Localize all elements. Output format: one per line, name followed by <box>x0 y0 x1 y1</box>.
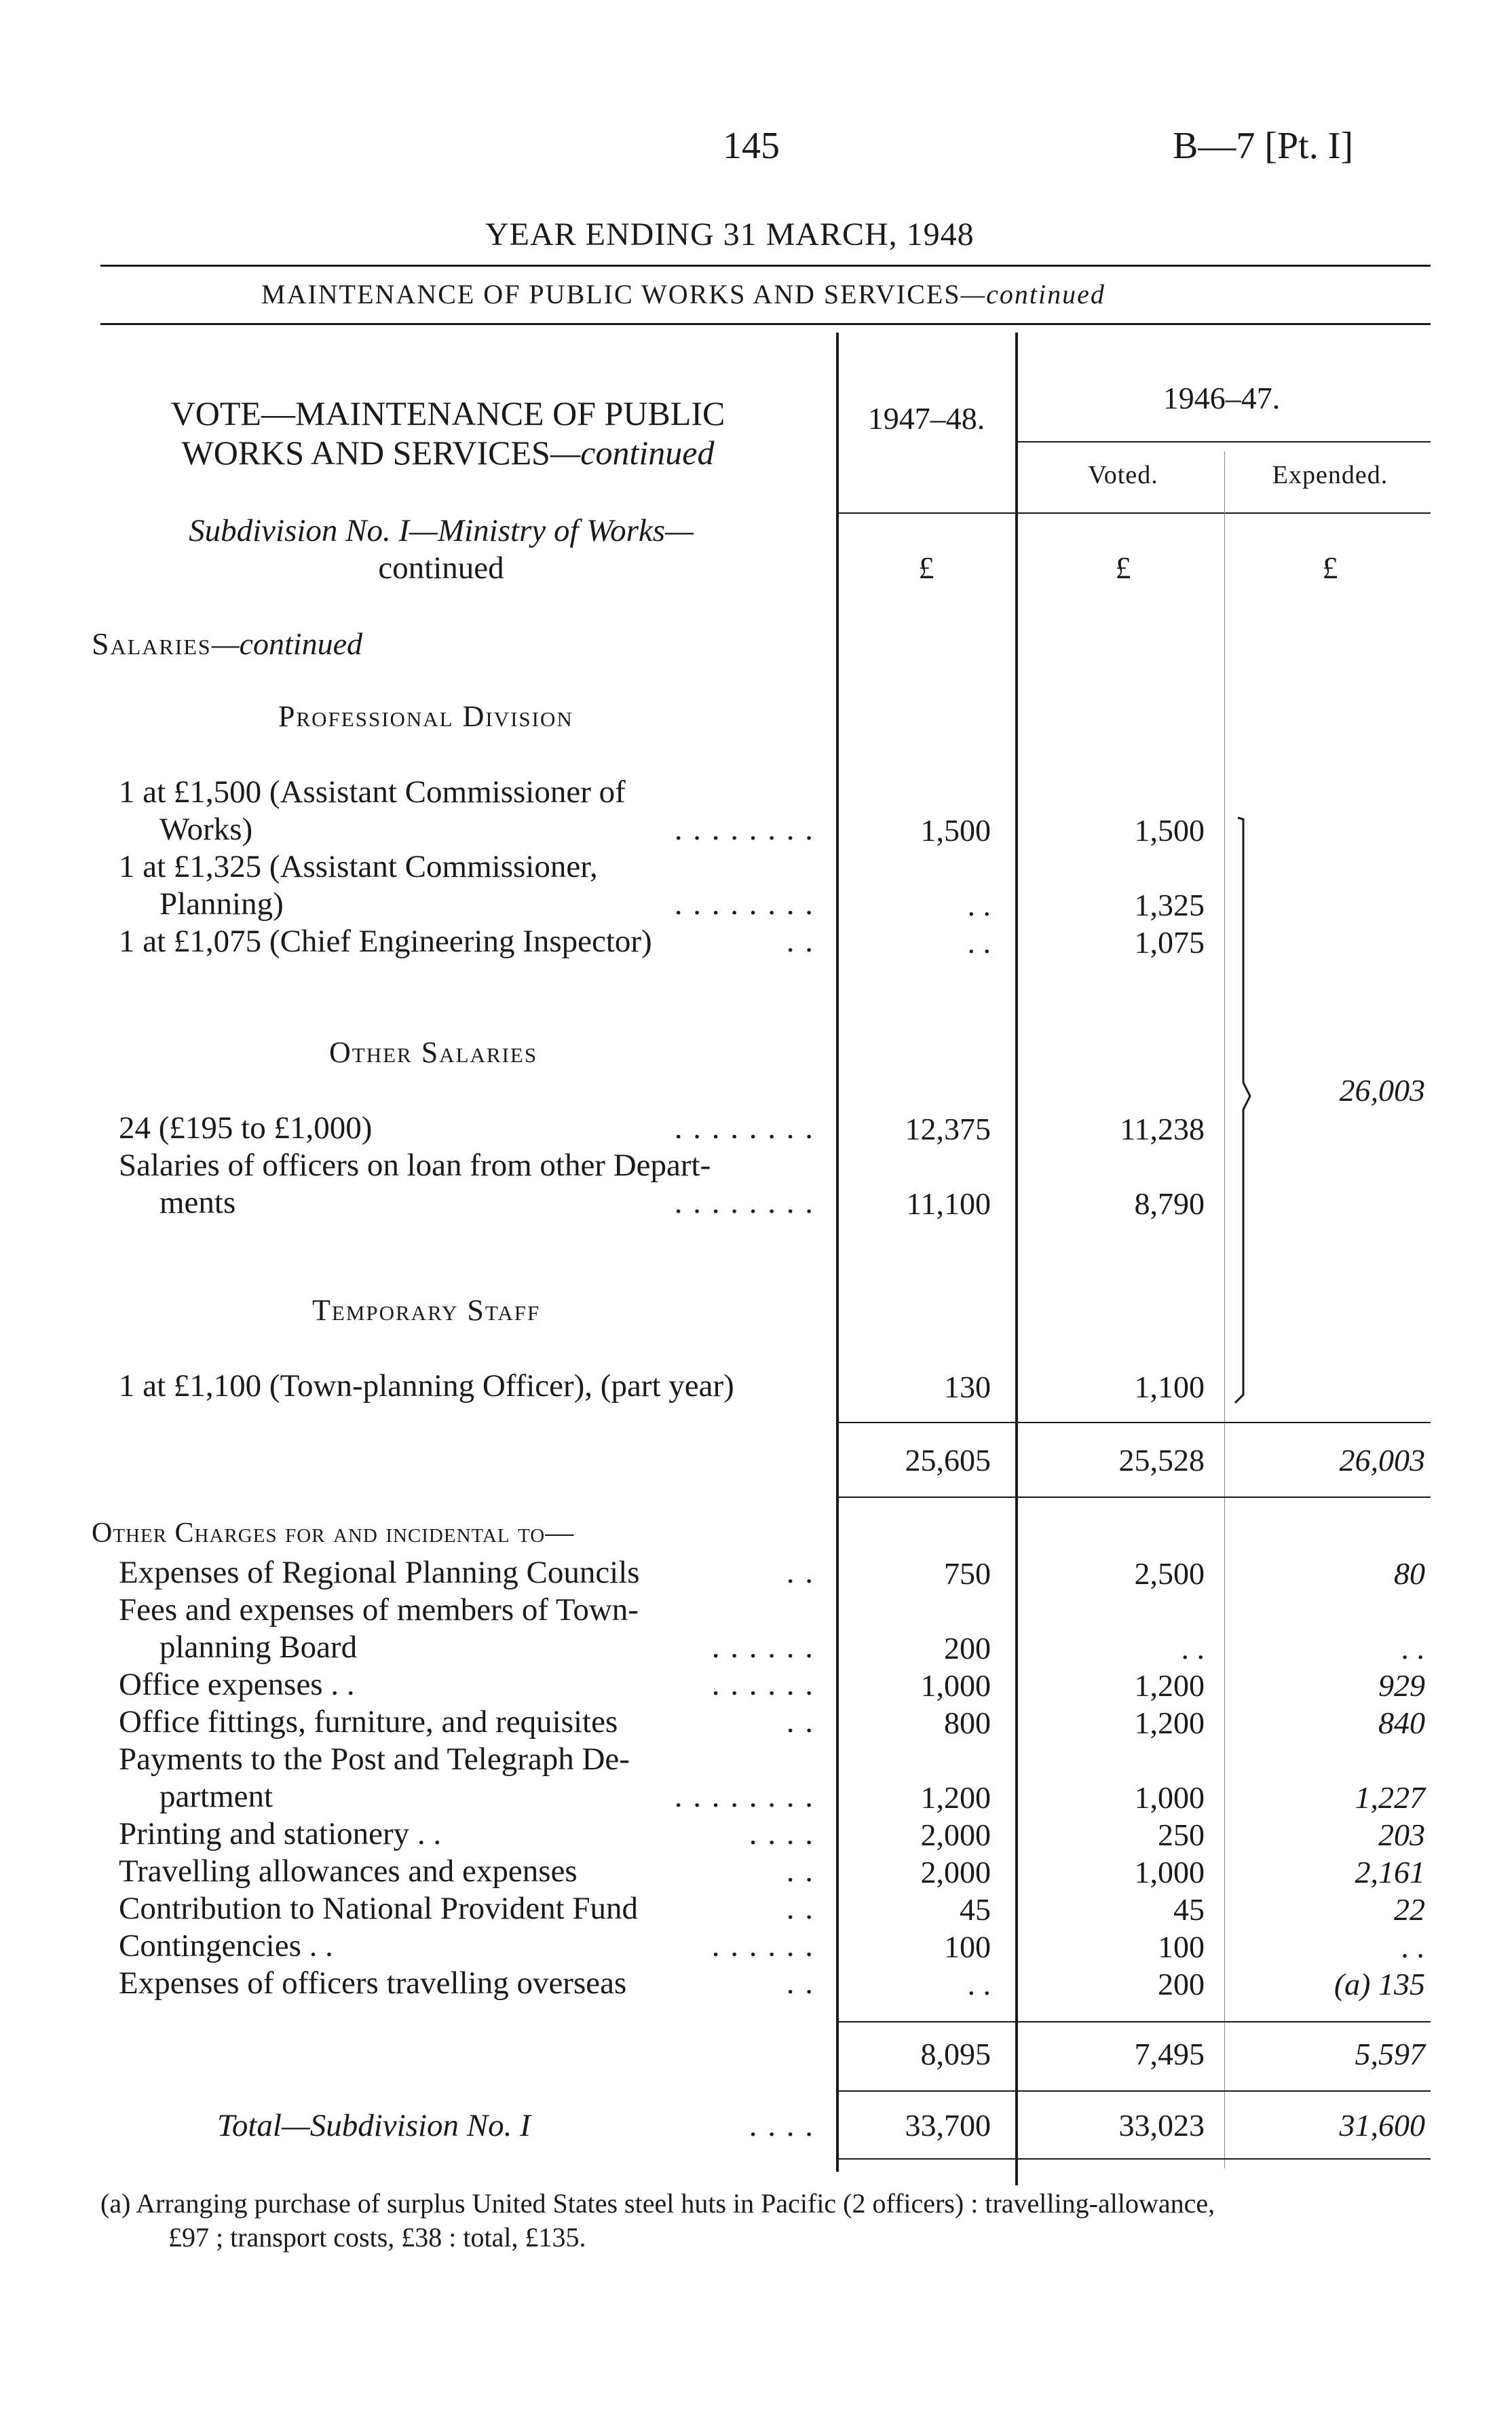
list-item-charge-2-line1 <box>119 1592 814 1629</box>
leader-dots: . . . . <box>749 1816 814 1851</box>
subdivision-line1: Subdivision No. I—Ministry of Works— <box>189 513 694 548</box>
page-number: 145 <box>723 125 780 167</box>
list-item-other-2 <box>119 1147 814 1222</box>
list-item-charge-10 <box>119 1965 814 2002</box>
section-title-suffix: —continued <box>960 279 1105 309</box>
list-item-prof-1-line2 <box>119 811 814 848</box>
list-item-charge-5-line1 <box>119 1741 814 1778</box>
col-expended-header: Expended. <box>1272 461 1388 489</box>
list-item-prof-3 <box>119 923 814 960</box>
other-salaries-heading: Other Salaries <box>329 1036 538 1069</box>
rule-top <box>100 265 1431 267</box>
rule-section <box>100 323 1431 325</box>
charges-subtotal-1947: 8,095 <box>920 2037 991 2071</box>
value-1947: 1,000 <box>920 1668 991 1703</box>
subdivision-title <box>102 512 780 587</box>
list-item-label: Expenses of Regional Planning Councils <box>119 1555 640 1590</box>
value-1947: 2,000 <box>920 1855 991 1889</box>
total-label: Total—Subdivision No. I <box>217 2108 531 2143</box>
list-item-label: Printing and stationery . . <box>119 1816 442 1851</box>
leader-dots: . . . . . . <box>711 1667 814 1702</box>
value-voted: 1,000 <box>1134 1780 1205 1815</box>
currency-col3: £ <box>1322 550 1338 585</box>
list-item-charge-3 <box>119 1666 814 1703</box>
value-voted: 1,200 <box>1134 1668 1205 1703</box>
value-expended: 22 <box>1394 1892 1425 1927</box>
total-voted: 33,023 <box>1118 2108 1205 2143</box>
list-item-label: Expenses of officers travelling overseas <box>119 1965 627 2001</box>
list-item-prof-1 <box>119 774 814 848</box>
temporary-heading: Temporary Staff <box>312 1294 541 1327</box>
value-expended: 80 <box>1394 1556 1425 1591</box>
list-item-label: Fees and expenses of members of Town- <box>119 1592 639 1627</box>
year-title: YEAR ENDING 31 MARCH, 1948 <box>485 216 975 252</box>
list-item-charge-9-line1 <box>119 1927 814 1965</box>
charges-subtotal-voted: 7,495 <box>1134 2037 1205 2071</box>
footnote <box>100 2187 1215 2255</box>
list-item-label-cont: Works) <box>159 812 253 847</box>
vote-title-line2-text: WORKS AND SERVICES <box>181 434 550 472</box>
list-item-charge-1 <box>119 1554 814 1592</box>
list-item-label: Salaries of officers on loan from other Depart- <box>119 1148 711 1183</box>
value-voted: 1,200 <box>1134 1706 1205 1740</box>
list-item-label: Travelling allowances and expenses <box>119 1853 578 1889</box>
leader-dots: . . <box>786 1704 814 1739</box>
list-item-label: 24 (£195 to £1,000) <box>119 1110 373 1146</box>
value-expended: . . <box>1401 1929 1425 1964</box>
vote-title-line1: VOTE—MAINTENANCE OF PUBLIC <box>170 394 725 432</box>
list-item-charge-2 <box>119 1592 814 1666</box>
subdivision-line2: continued <box>378 550 504 586</box>
total-expended: 31,600 <box>1339 2108 1425 2143</box>
currency-col1: £ <box>918 550 934 585</box>
leader-dots: . . . . . . . . <box>674 1779 814 1814</box>
page-reference: B—7 [Pt. I] <box>1173 125 1353 167</box>
vote-title-line2 <box>102 433 794 472</box>
value-expended: . . <box>1401 1631 1425 1665</box>
list-item-charge-4-line1 <box>119 1703 814 1741</box>
list-item-prof-2-line1 <box>119 848 814 886</box>
leader-dots: . . . . . . . . <box>674 886 814 922</box>
list-item-label: Office fittings, furniture, and requisites <box>119 1704 618 1739</box>
list-item-charge-4 <box>119 1703 814 1741</box>
value-expended: (a) 135 <box>1334 1967 1425 2001</box>
bracket-brace <box>1228 811 1269 1408</box>
bracket-expended-value: 26,003 <box>1339 1073 1425 1108</box>
salaries-heading-text: Salaries <box>92 626 212 661</box>
value-1947: 1,500 <box>920 813 991 848</box>
total-row-label <box>217 2107 814 2144</box>
rule-col-header <box>838 512 1431 514</box>
value-1947: 200 <box>944 1631 991 1665</box>
charges-subtotal-expended: 5,597 <box>1355 2037 1425 2071</box>
list-item-prof-2-line2 <box>119 886 814 923</box>
list-item-label: 1 at £1,500 (Assistant Commissioner of <box>119 774 626 810</box>
list-item-prof-2 <box>119 848 814 923</box>
leader-dots: . . <box>786 1891 814 1926</box>
list-item-prof-3-line1 <box>119 923 814 960</box>
list-item-charge-3-line1 <box>119 1666 814 1703</box>
currency-col2: £ <box>1115 550 1131 585</box>
rule-1946-under <box>1018 441 1431 443</box>
value-expended: 203 <box>1378 1818 1425 1852</box>
list-item-charge-8-line1 <box>119 1890 814 1927</box>
subtotal-voted: 25,528 <box>1118 1443 1205 1477</box>
rule-salaries-subtotal-bottom <box>838 1496 1431 1498</box>
value-voted: 8,790 <box>1134 1186 1205 1221</box>
rule-charges-subtotal <box>838 2021 1431 2022</box>
footnote-line1: (a) Arranging purchase of surplus United States steel huts in Pacific (2 officers) : travelling-allowance, <box>100 2188 1215 2219</box>
value-voted: 1,100 <box>1134 1370 1205 1404</box>
value-1947: . . <box>967 888 991 922</box>
value-1947: 100 <box>944 1929 991 1964</box>
vote-title-suffix: —continued <box>550 434 715 472</box>
col-1947-header: 1947–48. <box>867 401 985 436</box>
value-expended: 1,227 <box>1355 1780 1425 1815</box>
rule-total-bottom <box>838 2158 1431 2160</box>
total-1947: 33,700 <box>905 2108 991 2143</box>
value-expended: 929 <box>1378 1668 1425 1703</box>
rule-charges-subtotal-bottom <box>838 2090 1431 2092</box>
list-item-charge-6 <box>119 1815 814 1853</box>
leader-dots: . . <box>786 1965 814 2001</box>
value-1947: 12,375 <box>905 1112 991 1146</box>
list-item-other-2-line1 <box>119 1147 814 1184</box>
list-item-label: Contingencies . . <box>119 1928 333 1963</box>
col-voted-header: Voted. <box>1088 461 1158 489</box>
value-1947: 45 <box>960 1892 991 1927</box>
list-item-label: Contribution to National Provident Fund <box>119 1891 639 1926</box>
list-item-charge-8 <box>119 1890 814 1927</box>
value-1947: 130 <box>944 1370 991 1404</box>
list-item-other-1 <box>119 1110 814 1147</box>
list-item-label: 1 at £1,325 (Assistant Commissioner, <box>119 849 598 884</box>
section-title-text: MAINTENANCE OF PUBLIC WORKS AND SERVICES <box>261 279 961 309</box>
value-voted: 100 <box>1158 1929 1205 1964</box>
value-voted: 2,500 <box>1134 1556 1205 1591</box>
list-item-charge-7-line1 <box>119 1853 814 1890</box>
value-voted: 1,075 <box>1134 925 1205 960</box>
value-voted: 250 <box>1158 1818 1205 1852</box>
leader-dots: . . . . . . . . <box>674 812 814 847</box>
subtotal-expended: 26,003 <box>1339 1443 1425 1477</box>
value-voted: 1,000 <box>1134 1855 1205 1889</box>
list-item-charge-5-line2 <box>119 1778 814 1815</box>
list-item-charge-2-line2 <box>119 1629 814 1666</box>
leader-dots: . . . . . . <box>711 1928 814 1963</box>
list-item-other-1-line1 <box>119 1110 814 1147</box>
leader-dots: . . . . . . . . <box>674 1185 814 1220</box>
value-voted: 200 <box>1158 1967 1205 2001</box>
footnote-line2: £97 ; transport costs, £38 : total, £135. <box>168 2222 586 2253</box>
list-item-label: Office expenses . . <box>119 1667 355 1702</box>
value-expended: 840 <box>1378 1706 1425 1740</box>
other-charges-heading: Other Charges for and incidental to— <box>92 1518 575 1549</box>
value-voted: 45 <box>1173 1892 1205 1927</box>
salaries-heading <box>92 626 362 662</box>
rule-salaries-subtotal <box>838 1422 1431 1423</box>
list-item-charge-6-line1 <box>119 1815 814 1853</box>
leader-dots: . . <box>786 1853 814 1889</box>
list-item-charge-7 <box>119 1853 814 1890</box>
value-1947: 11,100 <box>906 1186 991 1221</box>
list-item-temp-1: 1 at £1,100 (Town-planning Officer), (part year) <box>119 1368 734 1404</box>
leader-dots: . . <box>786 924 814 959</box>
value-1947: 750 <box>944 1556 991 1591</box>
list-item-charge-10-line1 <box>119 1965 814 2002</box>
value-voted: 1,500 <box>1134 813 1205 848</box>
value-1947: . . <box>967 925 991 960</box>
salaries-heading-suffix: —continued <box>211 626 362 661</box>
list-item-charge-9 <box>119 1927 814 1965</box>
leader-dots: . . . . <box>749 2108 814 2143</box>
professional-heading: Professional Division <box>278 700 573 733</box>
value-1947: 1,200 <box>920 1780 991 1815</box>
list-item-label-cont: Planning) <box>159 886 284 922</box>
leader-dots: . . <box>786 1555 814 1590</box>
list-item-prof-1-line1 <box>119 774 814 811</box>
list-item-label: Payments to the Post and Telegraph De- <box>119 1741 630 1777</box>
value-voted: . . <box>1181 1631 1205 1665</box>
value-1947: 800 <box>944 1706 991 1740</box>
list-item-label-cont: ments <box>159 1185 236 1220</box>
list-item-charge-5 <box>119 1741 814 1815</box>
value-expended: 2,161 <box>1355 1855 1425 1889</box>
list-item-other-2-line2 <box>119 1184 814 1222</box>
list-item-label-cont: partment <box>159 1779 273 1814</box>
list-item-label: 1 at £1,075 (Chief Engineering Inspector) <box>119 924 652 959</box>
subtotal-1947: 25,605 <box>905 1443 991 1477</box>
section-title <box>261 278 1105 310</box>
col-rule-3 <box>1224 451 1225 2168</box>
leader-dots: . . . . . . . . <box>674 1110 814 1146</box>
vote-title <box>102 394 794 472</box>
value-voted: 1,325 <box>1134 888 1205 922</box>
col-1946-header: 1946–47. <box>1163 381 1281 415</box>
list-item-charge-1-line1 <box>119 1554 814 1592</box>
value-1947: 2,000 <box>920 1818 991 1852</box>
value-voted: 11,238 <box>1120 1112 1205 1146</box>
value-1947: . . <box>967 1967 991 2001</box>
leader-dots: . . . . . . <box>711 1630 814 1665</box>
list-item-label-cont: planning Board <box>159 1630 358 1665</box>
